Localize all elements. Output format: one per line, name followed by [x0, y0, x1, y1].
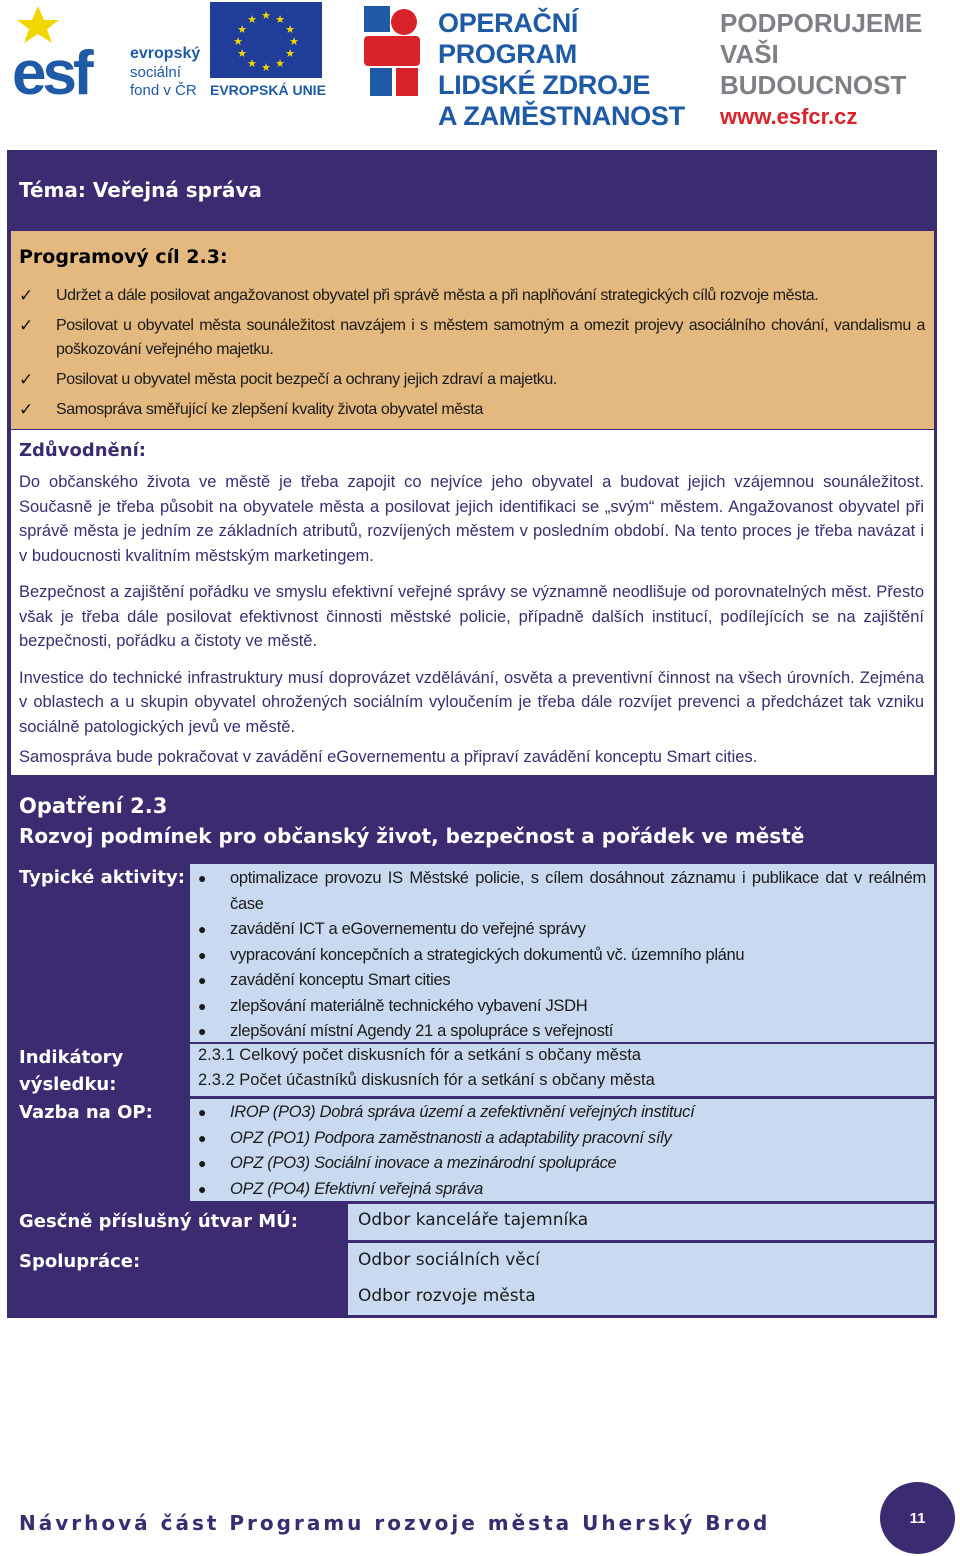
bullet-icon: ●: [198, 1180, 207, 1197]
bullet-icon: ●: [198, 972, 207, 988]
svg-text:★: ★: [261, 9, 271, 22]
op-list: [196, 1100, 926, 1202]
measure-number: Opatření 2.3: [19, 794, 168, 818]
responsible-value: Odbor kanceláře tajemníka: [358, 1210, 589, 1230]
svg-text:★: ★: [285, 47, 295, 60]
goal-title: Programový cíl 2.3:: [19, 246, 228, 268]
svg-text:★: ★: [285, 23, 295, 36]
check-icon: ✓: [19, 316, 33, 336]
responsible-label: Gesčně příslušný útvar MÚ:: [19, 1211, 298, 1232]
svg-text:★: ★: [233, 35, 243, 48]
eu-flag-logo: [208, 2, 326, 98]
indicator-item: 2.3.2 Počet účastníků diskusních fór a setkání s občany města: [198, 1071, 655, 1089]
op-item: ● IROP (PO3) Dobrá správa území a zefektivnění veřejných institucí: [196, 1100, 926, 1126]
goal-item: ✓ Udržet a dále posilovat angažovanost obyvatel při správě města a při naplňování strategických cílů rozvoje města.: [19, 286, 819, 306]
activities-label: Typické aktivity:: [19, 867, 185, 888]
op-figure-icon: [360, 2, 430, 98]
slogan-line-1: PODPORUJEME: [720, 8, 923, 38]
measure-name: Rozvoj podmínek pro občanský život, bezpečnost a pořádek ve městě: [19, 824, 805, 848]
svg-text:★: ★: [237, 23, 247, 36]
op-item: ● OPZ (PO3) Sociální inovace a mezinárodní spolupráce: [196, 1151, 926, 1177]
slogan-logo: [720, 8, 950, 129]
activities-list: [196, 866, 926, 1045]
page-number: 11: [880, 1482, 955, 1554]
reason-paragraph: Samospráva bude pokračovat v zavádění eGovernementu a připraví zavádění konceptu Smart cities.: [19, 748, 758, 766]
indicator-item: 2.3.1 Celkový počet diskusních fór a setkání s občany města: [198, 1046, 641, 1064]
check-icon: ✓: [19, 370, 33, 390]
esf-logo: [12, 2, 202, 98]
bullet-icon: ●: [198, 946, 207, 963]
goal-item: ✓ Samospráva směřující ke zlepšení kvality života obyvatel města: [19, 400, 483, 420]
check-icon: ✓: [19, 400, 33, 420]
op-program-logo: [360, 2, 690, 131]
svg-text:fond v ČR: fond v ČR: [130, 82, 197, 98]
activity-item: ● zavádění konceptu Smart cities: [196, 968, 926, 994]
bullet-icon: ●: [198, 1155, 207, 1171]
indicators-label: Indikátory výsledku:: [19, 1047, 124, 1095]
svg-text:★: ★: [247, 57, 257, 70]
cooperation-item: Odbor sociálních věcí: [358, 1250, 540, 1270]
bullet-icon: ●: [198, 997, 207, 1014]
svg-text:★: ★: [275, 57, 285, 70]
reason-paragraph: Investice do technické infrastruktury musí doprovázet vzdělávání, osvěta a preventivní činnost na všech úrovních. Zejména v oblastech a u skupin obyvatel ohrožených sociálním vyloučením je třeba dále rozvíjet prevenci a předcházet tak vzniku sociálně patologických jevů ve městě.: [19, 668, 924, 736]
goal-item: ✓ Posilovat u obyvatel města pocit bezpečí a ochrany jejich zdraví a majetku.: [19, 370, 557, 390]
cooperation-item: Odbor rozvoje města: [358, 1286, 536, 1306]
svg-text:★: ★: [275, 13, 285, 26]
reason-paragraph: Bezpečnost a zajištění pořádku ve smyslu efektivní veřejné správy se významně neodlišuje od porovnatelných měst. Přesto však je třeba dále posilovat efektivnost činnosti městské policie, případně dalších institucí, podílejících se na zajištění bezpečnosti, pořádku a čistoty ve městě.: [19, 583, 924, 650]
activity-item: ● zavádění ICT a eGovernementu do veřejné správy: [196, 917, 926, 943]
esf-url: www.esfcr.cz: [720, 104, 858, 129]
bullet-icon: ●: [198, 921, 207, 937]
op-item: ● OPZ (PO4) Efektivní veřejná správa: [196, 1177, 926, 1203]
op-item: ● OPZ (PO1) Podpora zaměstnanosti a adaptability pracovní síly: [196, 1126, 926, 1152]
bullet-icon: ●: [198, 1104, 207, 1120]
reason-body: [19, 470, 924, 782]
theme-title: Téma: Veřejná správa: [19, 178, 262, 202]
svg-text:★: ★: [247, 13, 257, 26]
goal-item: ✓ Posilovat u obyvatel města sounáležitost navzájem i s městem samotným a omezit projevy asociálního chování, vandalismu a poškozování veřejného majetku.: [19, 316, 925, 358]
activity-item: ● zlepšování místní Agendy 21 a spolupráce s veřejností: [196, 1019, 926, 1045]
cooperation-label: Spolupráce:: [19, 1251, 141, 1272]
reason-title: Zdůvodnění:: [19, 440, 146, 461]
op-line-1: OPERAČNÍ PROGRAM: [438, 8, 579, 69]
op-line-3: A ZAMĚSTNANOST: [438, 101, 685, 131]
reason-paragraph: Do občanského života ve městě je třeba zapojit co nejvíce jeho obyvatel a budovat jejich vzájemnou sounáležitost. Současně je třeba působit na obyvatele města a posilovat jejich identifikaci se „svým“ městem. Angažovanost obyvatel při správě města je jedním ze základních atributů, rozvíjených městem v posledním období. Na tento proces je třeba navázat i v budoucnosti kvalitním městským marketingem.: [19, 473, 924, 565]
activity-item: ● vypracování koncepčních a strategických dokumentů vč. územního plánu: [196, 943, 926, 969]
activity-item: ● optimalizace provozu IS Městské policie, s cílem dosáhnout záznamu i publikace dat v reálném čase: [196, 866, 926, 917]
bullet-icon: ●: [198, 1129, 207, 1146]
svg-text:★: ★: [261, 61, 271, 74]
op-label: Vazba na OP:: [19, 1102, 153, 1123]
check-icon: ✓: [19, 286, 33, 306]
svg-text:evropský: evropský: [130, 45, 201, 62]
footer-title: Návrhová část Programu rozvoje města Uherský Brod: [19, 1511, 771, 1535]
svg-text:esf: esf: [12, 39, 90, 98]
svg-text:EVROPSKÁ UNIE: EVROPSKÁ UNIE: [210, 82, 326, 98]
op-line-2: LIDSKÉ ZDROJE: [438, 70, 651, 100]
bullet-icon: ●: [198, 1023, 207, 1039]
svg-text:sociální: sociální: [130, 64, 181, 81]
logo-header: [0, 0, 960, 131]
slogan-line-2: VAŠI BUDOUCNOST: [720, 39, 907, 100]
activity-item: ● zlepšování materiálně technického vybavení JSDH: [196, 994, 926, 1020]
svg-text:★: ★: [237, 47, 247, 60]
svg-text:★: ★: [289, 35, 299, 48]
goal-list: [19, 284, 925, 428]
bullet-icon: ●: [198, 870, 207, 886]
